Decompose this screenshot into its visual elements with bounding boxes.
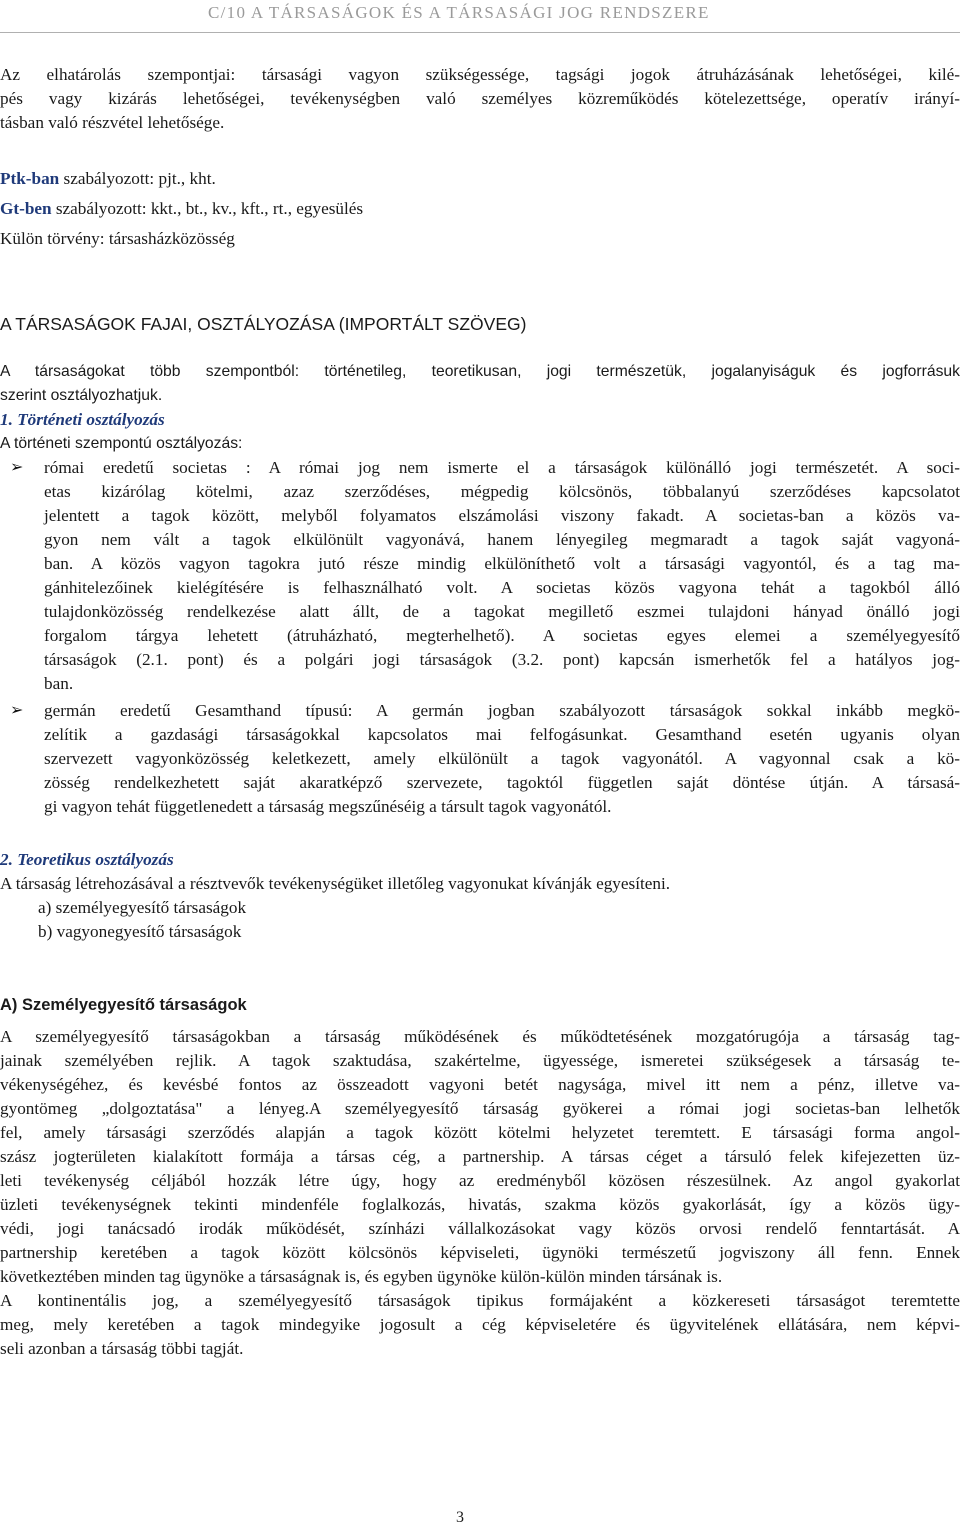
bullet-line: germán eredetű Gesamthand típusú: A germán jogban szabályozott társaságok sokkal inkább megkö-: [44, 701, 960, 720]
intro-line: tásban való részvétel lehetősége.: [0, 113, 225, 132]
intro-line: pés vagy kizárás lehetőségei, tevékenységben való személyes közreműködés kötelezettsége, operatív irányí-: [0, 89, 960, 108]
personal-line: szász jogterületen kialakított formája a társas cég, a partnership. A társas céget a társuló felek kifejezetten üz-: [0, 1147, 960, 1166]
bullet-line: zelítik a gazdasági társaságokkal kapcsolatos mai felfogásunkat. Gesamthand esetén ugyanis olyan: [44, 725, 960, 744]
personal-line: védi, jogi tanácsadó irodák működését, színházi vállalkozásokat vagy közös orvosi rendelő fenntartását. A: [0, 1219, 960, 1238]
ptk-line: [0, 167, 960, 191]
personal-line: A kontinentális jog, a személyegyesítő társaságok tipikus formájaként a közkereseti társaságot teremtette: [0, 1291, 960, 1310]
bullet-line: zösség rendelkezhetett saját akaratképző szervezete, tagoktól független saját döntése útján. A társasá-: [44, 773, 960, 792]
personal-line: leti tevékenység céljából hozzák létre úgy, hogy az eredményből közösen részesülnek. Az angol gyakorlat: [0, 1171, 960, 1190]
gt-line: [0, 197, 960, 221]
theoretical-title: 2. Teoretikus osztályozás: [0, 850, 174, 869]
bullet-line: gánhitelezőinek kielégítésére is felhasználható volt. A societas közös vagyona tehát a tagokból álló: [44, 578, 960, 597]
personal-line: jainak személyében rejlik. A tagok szaktudása, szakértelme, ügyessége, ismeretei szükségesek a társaság te-: [0, 1051, 960, 1070]
ptk-text: szabályozott: pjt., kht.: [59, 169, 216, 188]
bullet-line: ban.: [44, 674, 74, 693]
bullet-line: etas kizárólag kötelmi, azaz szerződéses, mégpedig kölcsönös, többalanyú szerződéses kapcsolatot: [44, 482, 960, 501]
theoretical-intro: A társaság létrehozásával a résztvevők tevékenységüket illetőleg vagyonukat kívánják egyesíteni.: [0, 874, 671, 893]
list-item-a: a) személyegyesítő társaságok: [38, 898, 247, 917]
historical-intro: A történeti szempontú osztályozás:: [0, 435, 243, 452]
bullet-line: római eredetű societas : A római jog nem ismerte el a társaságok különálló jogi természetét. A soci-: [44, 458, 960, 477]
gt-text: szabályozott: kkt., bt., kv., kft., rt., egyesülés: [51, 199, 364, 218]
section-heading: A TÁRSASÁGOK FAJAI, OSZTÁLYOZÁSA (IMPORTÁLT SZÖVEG): [0, 314, 527, 334]
bullet-line: társaságok (2.1. pont) és a polgári jogi társaságok (3.2. pont) kapcsán ismerhetők fel a hatályos jog-: [44, 650, 960, 669]
personal-line: fel, amely társasági szerződés alapján a tagok között kötelmi helyzetet teremtett. E társasági forma angol-: [0, 1123, 960, 1142]
bullet-line: gi vagyon tehát függetlenedett a társaság megszűnéséig a társult tagok vagyonától.: [44, 797, 612, 816]
kulon-line: Külön törvény: társasházközösség: [0, 229, 235, 248]
personal-line: következtében minden tag ügynöke a társaságnak is, és egyben ügynöke külön-külön minden társának is.: [0, 1267, 723, 1286]
arrow-bullet-icon: ➢: [10, 459, 24, 476]
personal-line: vékenységéhez, és kevésbé fontos az összeadott vagyoni betét nagysága, mivel itt nem a pénz, illetve va-: [0, 1075, 960, 1094]
section-intro-line: szerint osztályozhatjuk.: [0, 387, 163, 404]
bullet-line: szervezett vagyonközösség keletkezett, amely elkülönült a tagok vagyonától. A vagyonnal csak a kö-: [44, 749, 960, 768]
personal-line: seli azonban a társaság többi tagját.: [0, 1339, 244, 1358]
bullet-line: tulajdonközösség rendelkezése alatt állt, de a tagokat megillető eszmei tulajdoni hányad önálló jogi: [44, 602, 960, 621]
historical-title: 1. Történeti osztályozás: [0, 410, 165, 429]
section-intro-line: A társaságokat több szempontból: történetileg, teoretikusan, jogi természetük, jogalanyiságuk és jogforrásuk: [0, 363, 960, 380]
personal-heading: A) Személyegyesítő társaságok: [0, 996, 247, 1014]
ptk-label: Ptk-ban: [0, 169, 60, 188]
page-number: 3: [456, 1509, 464, 1526]
personal-line: üzleti tevékenységnek tekinti mindenféle foglalkozás, hivatás, szakma közös gyakorlását, így a közös ügy-: [0, 1195, 960, 1214]
header-divider: [0, 32, 960, 33]
bullet-line: forgalom tárgya lehetett (átruházható, megterhelhető). A societas egyes elemei a személyegyesítő: [44, 626, 960, 645]
bullet-line: ban. A közös vagyon tagokra jutó része mindig elkülöníthető volt a társasági vagyontól, és a tag ma-: [44, 554, 960, 573]
intro-line: Az elhatárolás szempontjai: társasági vagyon szükségessége, tagsági jogok átruházásának lehetőségei, kilé-: [0, 65, 960, 84]
bullet-line: gyon nem vált a tagok elkülönült vagyonává, hanem lényegileg megmaradt a tagok saját vagyoná-: [44, 530, 960, 549]
personal-line: A személyegyesítő társaságokban a társaság működésének és működtetésének mozgatórugója a társaság tag-: [0, 1027, 960, 1046]
bullet-line: jelentett a tagok között, melyből folyamatos elszámolási viszony fakadt. A societas-ban a közös va-: [44, 506, 960, 525]
list-item-b: b) vagyonegyesítő társaságok: [38, 922, 242, 941]
arrow-bullet-icon: ➢: [10, 702, 24, 719]
personal-line: partnership keretében a tagok között kölcsönös képviseleti, ügynöki természetű jogviszony áll fenn. Ennek: [0, 1243, 960, 1262]
personal-line: meg, mely keretében a tagok mindegyike jogosult a cég képviseletére és ügyvitelének ellátására, nem képvi-: [0, 1315, 960, 1334]
running-header: C/10 A TÁRSASÁGOK ÉS A TÁRSASÁGI JOG RENDSZERE: [208, 3, 710, 22]
gt-label: Gt-ben: [0, 199, 52, 218]
personal-line: gyontömeg „dolgoztatása" a lényeg.A személyegyesítő társaság gyökerei a római jogi societas-ban lelhetők: [0, 1099, 960, 1118]
